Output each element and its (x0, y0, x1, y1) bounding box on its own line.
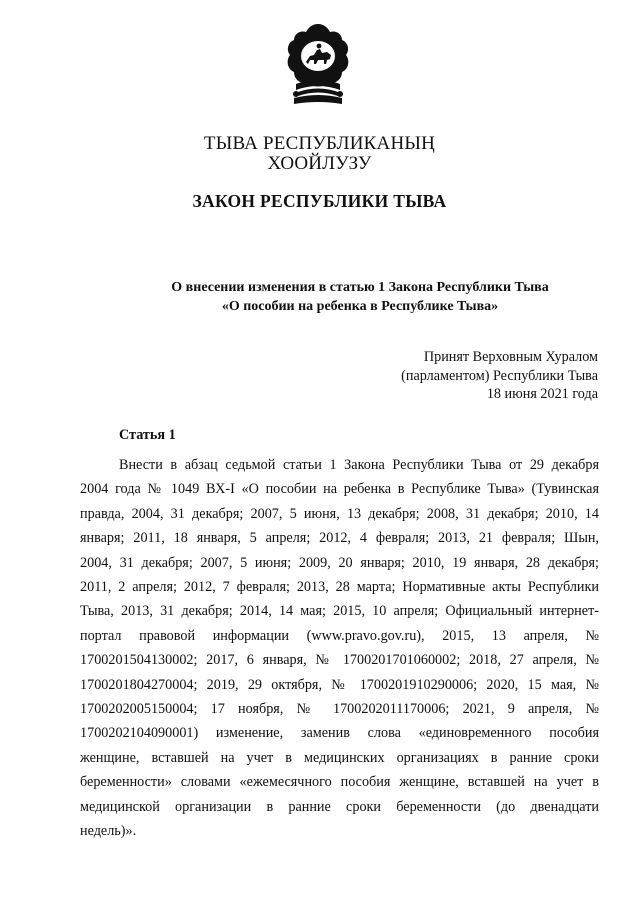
article-body-line: января; 2011, 18 января, 5 апреля; 2012, 4 февраля; 2013, 21 февраля; Шын, (80, 530, 599, 547)
law-title: ЗАКОН РЕСПУБЛИКИ ТЫВА (192, 191, 447, 211)
adoption-date: 18 июня 2021 года (486, 386, 598, 402)
adoption-line1: Принят Верховным Хуралом (423, 349, 598, 365)
article-body-line: Внести в абзац седьмой статьи 1 Закона Республики Тыва от 29 декабря (119, 457, 599, 473)
adoption-line2: (парламентом) Республики Тыва (401, 368, 598, 384)
article-body-line: портал правовой информации (www.pravo.gov.ru), 2015, 13 апреля, № (80, 627, 599, 644)
article-body-line: 2004, 31 декабря; 2007, 5 июня; 2009, 20 января; 2010, 19 января, 28 декабря; (80, 554, 599, 571)
tuva-coat-of-arms-icon (284, 22, 352, 108)
article-body-line: женщине, вставшей на учет в медицинских организациях в ранние сроки (80, 749, 599, 766)
article-body-line: 1700201804270004; 2019, 29 октября, № 1700201910290006; 2020, 15 мая, № (80, 676, 599, 693)
article-body-line: 1700201504130002; 2017, 6 января, № 1700201701060002; 2018, 27 апреля, № (80, 652, 599, 669)
law-subject-line2: «О пособии на ребенка в Республике Тыва» (221, 299, 499, 314)
article-body-line: 1700202104090001) изменение, заменив слова «единовременного пособия (80, 725, 599, 742)
parliament-name-line2: ХООЙЛУЗУ (267, 153, 372, 174)
article-body-line: 1700202005150004; 17 ноября, № 1700202011170006; 2021, 9 апреля, № (80, 701, 599, 718)
article-body-line: беременности» словами «ежемесячного пособия женщине, вставшей на учет в (80, 774, 599, 791)
article-body-line: недель)». (80, 823, 137, 840)
article-heading: Статья 1 (119, 427, 176, 443)
parliament-name-line1: ТЫВА РЕСПУБЛИКАНЫҢ (203, 133, 436, 154)
article-body (80, 453, 599, 844)
law-subject-line1: О внесении изменения в статью 1 Закона Республики Тыва (171, 280, 549, 295)
article-body-line: 2011, 2 апреля; 2012, 7 февраля; 2013, 28 марта; Нормативные акты Республики (80, 579, 599, 596)
article-body-line: 2004 года № 1049 ВХ-I «О пособии на ребенка в Республике Тыва» (Тувинская (80, 481, 599, 498)
article-body-line: Тыва, 2013, 31 декабря; 2014, 14 мая; 2015, 10 апреля; Официальный интернет- (80, 603, 599, 620)
article-body-line: медицинской организации в ранние сроки беременности (до двенадцати (80, 798, 599, 815)
article-body-line: правда, 2004, 31 декабря; 2007, 5 июня, 13 декабря; 2008, 31 декабря; 2010, 14 (80, 505, 599, 522)
